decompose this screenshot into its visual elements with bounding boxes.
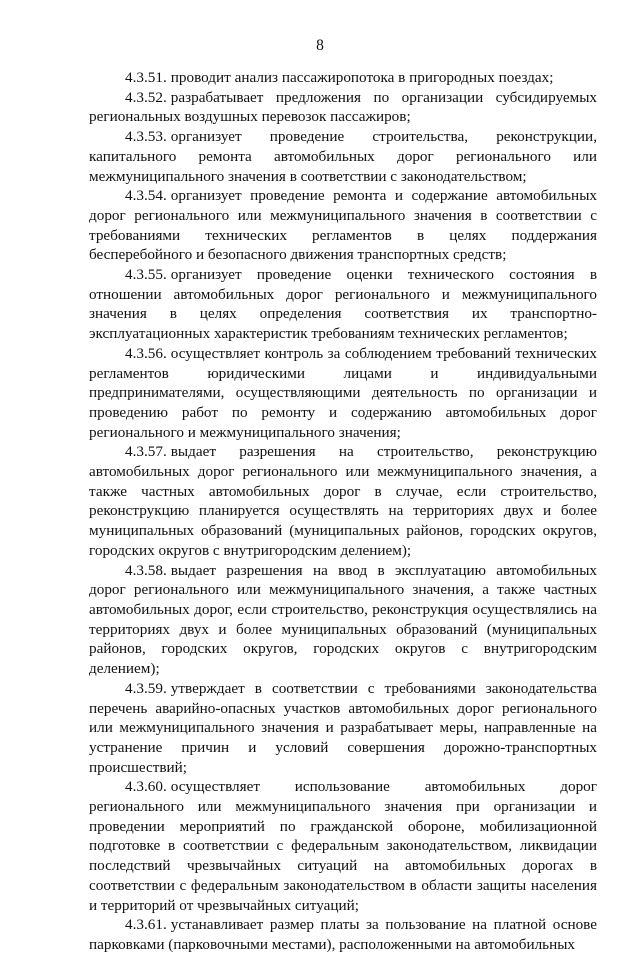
paragraph-4-3-58 xyxy=(89,561,597,679)
document-body xyxy=(89,68,597,955)
paragraph-number: 4.3.55. xyxy=(125,266,167,284)
paragraph-number: 4.3.57. xyxy=(125,443,167,461)
paragraph-number: 4.3.52. xyxy=(125,88,167,106)
paragraph-text: организует проведение строительства, реконструкции, капитального ремонта автомобильных дорог регионального или межмуниципального значения в соответствии с законодательством; xyxy=(89,128,597,185)
paragraph-4-3-54 xyxy=(89,186,597,265)
paragraph-text: осуществляет использование автомобильных дорог регионального или межмуниципального значения при организации и проведении мероприятий по гражданской обороне, мобилизационной подготовке в соответствии с федеральным законодательством, ликвидации последствий чрезвычайных ситуаций на автомобильных дорогах в соответствии с федеральным законодательством в области защиты населения и территорий от чрезвычайных ситуаций; xyxy=(89,778,597,914)
paragraph-4-3-59 xyxy=(89,679,597,778)
paragraph-text: устанавливает размер платы за пользование на платной основе парковками (парковочными местами), расположенными на автомобильных xyxy=(89,916,597,953)
paragraph-number: 4.3.56. xyxy=(125,344,167,362)
paragraph-number: 4.3.51. xyxy=(125,69,167,86)
paragraph-4-3-56 xyxy=(89,344,597,443)
paragraph-text: выдает разрешения на ввод в эксплуатацию автомобильных дорог регионального или межмуниципального значения, а также частных автомобильных дорог, если строительство, реконструкция осуществлялись на территориях двух и более муниципальных образований (муниципальных районов, городских округов, городских округов с внутригородским делением); xyxy=(89,561,597,678)
paragraph-number: 4.3.53. xyxy=(125,128,167,146)
paragraph-4-3-55 xyxy=(89,265,597,344)
paragraph-4-3-51 xyxy=(89,68,597,88)
paragraph-4-3-60 xyxy=(89,777,597,915)
paragraph-4-3-61 xyxy=(89,915,597,954)
paragraph-text: выдает разрешения на строительство, реконструкцию автомобильных дорог регионального или межмуниципального значения, а также частных автомобильных дорог в случае, если строительство, реконструкцию планируется осуществлять на территориях двух и более муниципальных образований (муниципальных районов, городских округов, городских округов с внутригородским делением); xyxy=(89,443,597,559)
paragraph-number: 4.3.54. xyxy=(125,187,167,205)
paragraph-number: 4.3.59. xyxy=(125,679,167,697)
paragraph-number: 4.3.58. xyxy=(125,561,167,579)
paragraph-text: проводит анализ пассажиропотока в пригородных поездах; xyxy=(170,69,554,86)
paragraph-4-3-52 xyxy=(89,88,597,127)
paragraph-4-3-57 xyxy=(89,442,597,560)
paragraph-text: организует проведение оценки технического состояния в отношении автомобильных дорог регионального и межмуниципального значения в целях определения соответствия их транспортно-эксплуатационных характеристик требованиям технических регламентов; xyxy=(89,266,597,343)
paragraph-number: 4.3.61. xyxy=(125,916,167,934)
paragraph-text: организует проведение ремонта и содержание автомобильных дорог регионального или межмуниципального значения в соответствии с требованиями технических регламентов в целях поддержания бесперебойного и безопасного движения транспортных средств; xyxy=(89,187,597,264)
paragraph-text: утверждает в соответствии с требованиями законодательства перечень аварийно-опасных участков автомобильных дорог регионального или межмуниципального значения и разрабатывает меры, направленные на устранение причин и условий совершения дорожно-транспортных происшествий; xyxy=(89,679,597,776)
paragraph-number: 4.3.60. xyxy=(125,778,167,796)
paragraph-4-3-53 xyxy=(89,127,597,186)
paragraph-text: разрабатывает предложения по организации субсидируемых региональных воздушных перевозок пассажиров; xyxy=(89,88,597,126)
page-number: 8 xyxy=(316,37,324,54)
paragraph-text: осуществляет контроль за соблюдением требований технических регламентов юридическими лицами и индивидуальными предпринимателями, осуществляющими деятельность по организации и проведению работ по ремонту и содержанию автомобильных дорог регионального и межмуниципального значения; xyxy=(89,344,597,441)
